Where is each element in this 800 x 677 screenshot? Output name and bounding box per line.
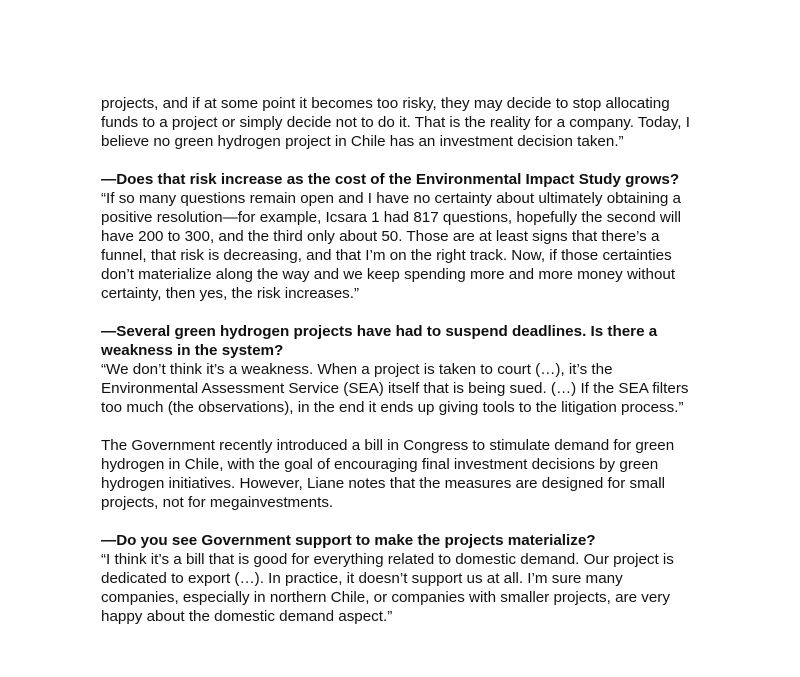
paragraph-block-1 [101, 94, 701, 151]
answer-risk-cost: “If so many questions remain open and I have no certainty about ultimately obtaining a positive resolution—for example, Icsara 1 had 817 questions, hopefully the second will have 200 to 300, and the third only about 50. Those are at least signs that there’s a funnel, that risk is decreasing, and that I’m on the right track. Now, if those certainties don’t materialize along the way and we keep spending more and more money without certainty, then yes, the risk increases.” [101, 190, 682, 302]
question-risk-cost: —Does that risk increase as the cost of the Environmental Impact Study grows? [101, 171, 680, 188]
article-body [101, 94, 701, 645]
question-government-support: —Do you see Government support to make the projects materialize? [101, 532, 596, 549]
question-system-weakness: —Several green hydrogen projects have had to suspend deadlines. Is there a weakness in the system? [101, 323, 658, 359]
answer-government-support: “I think it’s a bill that is good for everything related to domestic demand. Our project is dedicated to export (…). In practice, it doesn’t support us at all. I’m sure many companies, especially in northern Chile, or companies with smaller projects, are very happy about the domestic demand aspect.” [101, 551, 674, 625]
answer-system-weakness: “We don’t think it’s a weakness. When a project is taken to court (…), it’s the Environmental Assessment Service (SEA) itself that is being sued. (…) If the SEA filters too much (the observations), in the end it ends up giving tools to the litigation process.” [101, 361, 689, 416]
qa-block-risk [101, 170, 701, 303]
paragraph-government-bill: The Government recently introduced a bill in Congress to stimulate demand for green hydrogen in Chile, with the goal of encouraging final investment decisions by green hydrogen initiatives. However, Liane notes that the measures are designed for small projects, not for megainvestments. [101, 437, 675, 511]
paragraph-block-government [101, 436, 701, 512]
qa-block-weakness [101, 322, 701, 417]
qa-block-support [101, 531, 701, 626]
paragraph-continued: projects, and if at some point it becomes too risky, they may decide to stop allocating funds to a project or simply decide not to do it. That is the reality for a company. Today, I believe no green hydrogen project in Chile has an investment decision taken.” [101, 95, 690, 150]
